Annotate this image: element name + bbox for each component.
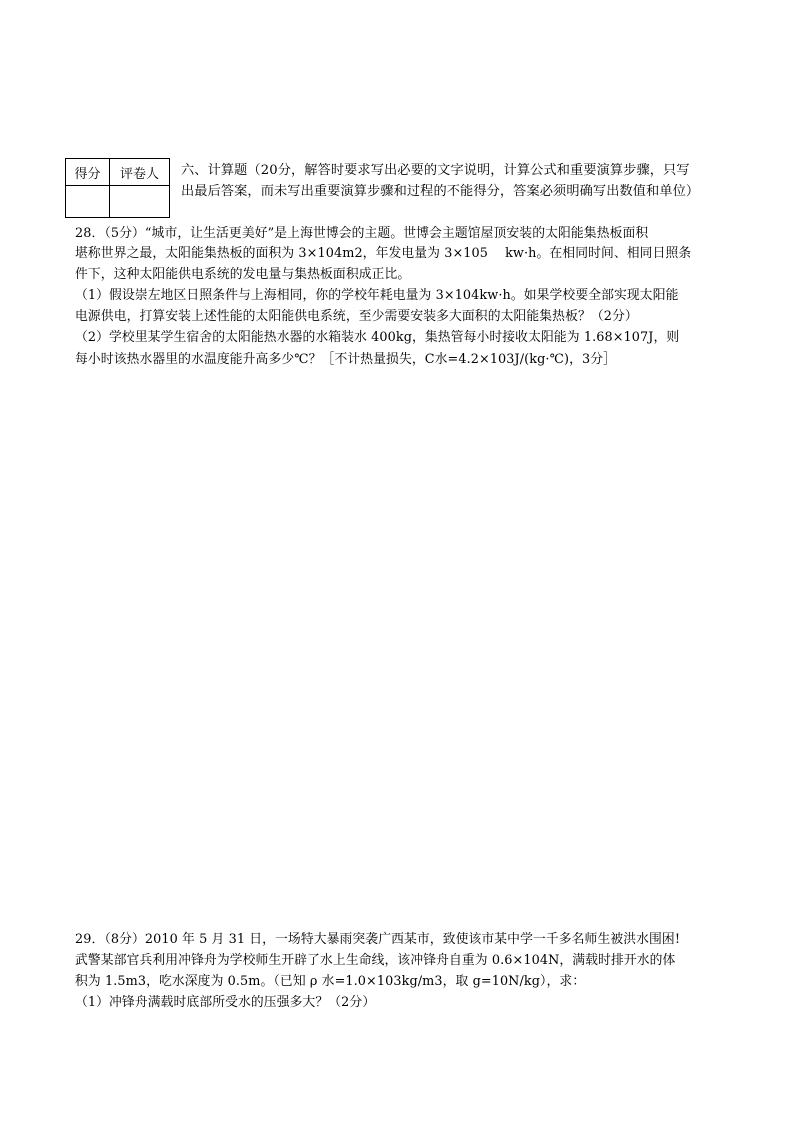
q28-part2-line-2: 每小时该热水器里的水温度能升高多少℃？［不计热量损失，C水=4.2×103J/(kg·℃)，3分］ <box>75 352 617 367</box>
q28-part1-line-2: 电源供电，打算安装上述性能的太阳能供电系统，至少需要安装多大面积的太阳能集热板？（2分） <box>75 309 638 324</box>
score-header: 得分 <box>66 159 110 186</box>
q28-line-2: 堪称世界之最，太阳能集热板的面积为 3×104m2，年发电量为 3×105 kw·h。在相同时间、相同日照条 <box>75 246 692 261</box>
q28-line-3: 件下，这种太阳能供电系统的发电量与集热板面积成正比。 <box>75 267 411 282</box>
q28-part2-line-1: （2）学校里某学生宿舍的太阳能热水器的水箱装水 400kg，集热管每小时接收太阳能为 1.68×107J，则 <box>75 330 680 345</box>
q29-line-1: 29．（8分）2010 年 5 月 31 日，一场特大暴雨突袭广西某市，致使该市某中学一千多名师生被洪水围困! <box>75 932 681 947</box>
q28-line-1: 28．（5分）“城市，让生活更美好”是上海世博会的主题。世博会主题馆屋顶安装的太阳能集热板面积 <box>75 226 649 241</box>
score-table <box>65 158 170 218</box>
q29-line-3: 积为 1.5m3，吃水深度为 0.5m。（已知 ρ 水=1.0×103kg/m3，取 g=10N/kg），求： <box>75 974 586 989</box>
q29-part1: （1）冲锋舟满载时底部所受水的压强多大？（2分） <box>75 995 376 1010</box>
grader-header: 评卷人 <box>110 159 170 186</box>
q28-part1-line-1: （1）假设崇左地区日照条件与上海相同，你的学校年耗电量为 3×104kw·h。如果学校要全部实现太阳能 <box>75 288 679 303</box>
grader-cell <box>110 186 170 218</box>
section-heading-line-1: 六、计算题（20分，解答时要求写出必要的文字说明，计算公式和重要演算步骤，只写 <box>181 163 690 178</box>
q29-line-2: 武警某部官兵利用冲锋舟为学校师生开辟了水上生命线，该冲锋舟自重为 0.6×104N，满载时排开水的体 <box>75 953 676 968</box>
section-heading-line-2: 出最后答案，而未写出重要演算步骤和过程的不能得分，答案必须明确写出数值和单位） <box>181 184 700 199</box>
score-cell <box>66 186 110 218</box>
